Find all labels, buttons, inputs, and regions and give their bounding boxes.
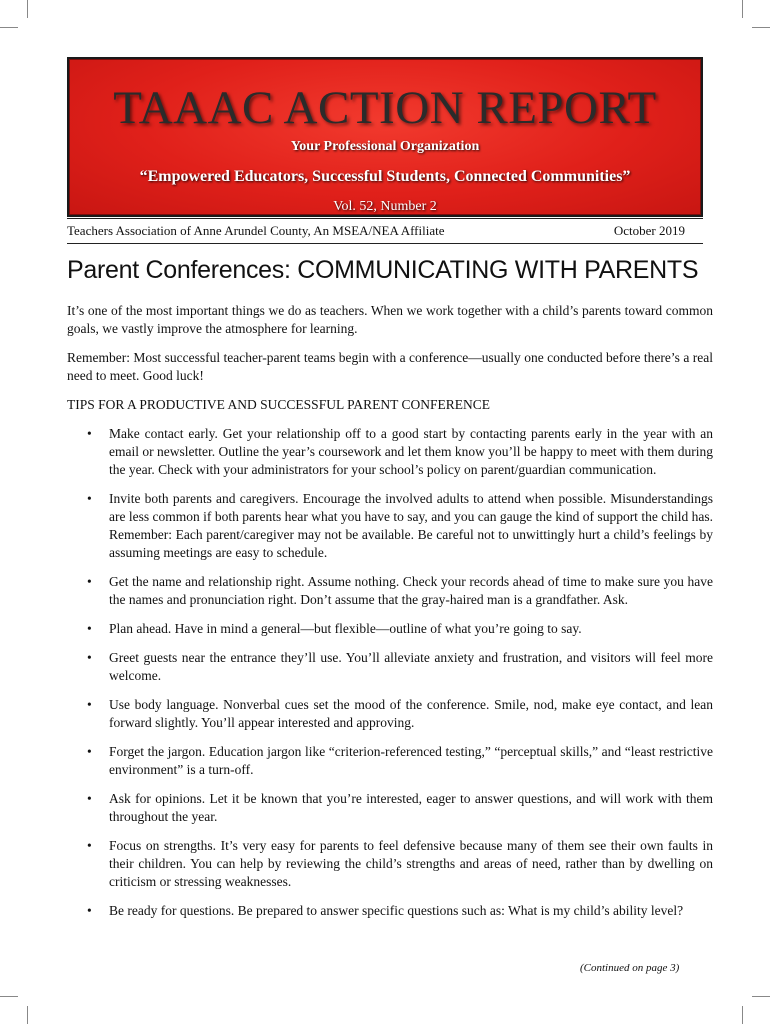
- bullet-icon: •: [87, 426, 92, 441]
- crop-mark: [742, 0, 743, 18]
- masthead-banner: [67, 57, 703, 217]
- bullet-icon: •: [87, 650, 92, 665]
- tip-item: [67, 790, 713, 826]
- tip-text: Forget the jargon. Education jargon like “criterion-referenced testing,” “perceptual skills,” and “least restrictive environment” is a turn-off.: [109, 744, 713, 777]
- tips-list: [67, 425, 713, 920]
- crop-mark: [742, 1006, 743, 1024]
- crop-mark: [0, 27, 18, 28]
- bullet-icon: •: [87, 574, 92, 589]
- crop-mark: [0, 996, 18, 997]
- bullet-icon: •: [87, 791, 92, 806]
- bullet-icon: •: [87, 491, 92, 506]
- crop-mark: [752, 27, 770, 28]
- crop-mark: [27, 0, 28, 18]
- affiliation-bar: [67, 218, 703, 244]
- affiliation-text: Teachers Association of Anne Arundel County, An MSEA/NEA Affiliate: [67, 223, 445, 238]
- article-headline: Parent Conferences: COMMUNICATING WITH PARENTS: [67, 256, 699, 284]
- newsletter-subtitle: Your Professional Organization: [290, 139, 480, 154]
- bullet-icon: •: [87, 838, 92, 853]
- volume-number: Vol. 52, Number 2: [333, 199, 437, 214]
- bullet-icon: •: [87, 621, 92, 636]
- tip-text: Greet guests near the entrance they’ll use. You’ll alleviate anxiety and frustration, and visitors will feel more welcome.: [109, 650, 713, 683]
- tip-item: [67, 649, 713, 685]
- tip-item: [67, 696, 713, 732]
- continued-note: (Continued on page 3): [580, 962, 680, 974]
- tip-text: Ask for opinions. Let it be known that you’re interested, eager to answer questions, and will work with them throughout the year.: [109, 791, 713, 824]
- tip-text: Make contact early. Get your relationship off to a good start by contacting parents early in the year with an email or newsletter. Outline the year’s coursework and let them know you’ll be happy to meet with them during the year. Check with your administrators for your school’s policy on parent/guardian communication.: [109, 426, 713, 477]
- tip-text: Focus on strengths. It’s very easy for parents to feel defensive because many of them see their own faults in their children. You can help by reviewing the child’s strengths and areas of need, rather than by dwelling on criticism or stressing weaknesses.: [109, 838, 713, 889]
- bullet-icon: •: [87, 744, 92, 759]
- bullet-icon: •: [87, 903, 92, 918]
- intro-paragraph: Remember: Most successful teacher-parent teams begin with a conference—usually one conducted before there’s a real need to meet. Good luck!: [67, 350, 713, 383]
- tip-text: Get the name and relationship right. Assume nothing. Check your records ahead of time to make sure you have the names and pronunciation right. Don’t assume that the gray-haired man is a grandfather. Ask.: [109, 574, 713, 607]
- tip-item: [67, 620, 713, 638]
- tip-item: [67, 490, 713, 562]
- tip-item: [67, 573, 713, 609]
- article-body: [67, 302, 713, 931]
- tip-text: Plan ahead. Have in mind a general—but flexible—outline of what you’re going to say.: [109, 621, 582, 636]
- tip-item: [67, 902, 713, 920]
- crop-mark: [27, 1006, 28, 1024]
- crop-mark: [752, 996, 770, 997]
- tip-text: Invite both parents and caregivers. Encourage the involved adults to attend when possible. Misunderstandings are less common if both parents hear what you have to say, and you can gauge the kind of support the child has. Remember: Each parent/caregiver may not be available. Be careful not to unwittingly hurt a child’s feelings by assuming meetings are easy to schedule.: [109, 491, 713, 560]
- tip-text: Be ready for questions. Be prepared to answer specific questions such as: What is my child’s ability level?: [109, 903, 684, 918]
- tips-heading: TIPS FOR A PRODUCTIVE AND SUCCESSFUL PARENT CONFERENCE: [67, 397, 490, 412]
- tip-text: Use body language. Nonverbal cues set the mood of the conference. Smile, nod, make eye contact, and lean forward slightly. You’ll appear interested and approving.: [109, 697, 713, 730]
- newsletter-title: TAAAC ACTION REPORT: [113, 82, 657, 134]
- tip-item: [67, 837, 713, 891]
- newsletter-motto: “Empowered Educators, Successful Students, Connected Communities”: [139, 168, 631, 185]
- bullet-icon: •: [87, 697, 92, 712]
- issue-date: October 2019: [613, 223, 685, 238]
- tip-item: [67, 743, 713, 779]
- tip-item: [67, 425, 713, 479]
- intro-paragraph: It’s one of the most important things we do as teachers. When we work together with a child’s parents toward common goals, we vastly improve the atmosphere for learning.: [67, 303, 713, 336]
